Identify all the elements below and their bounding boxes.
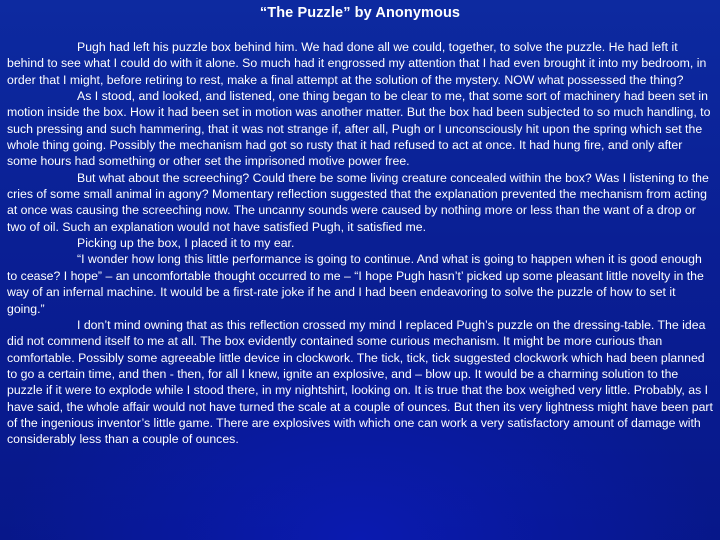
paragraph-2: As I stood, and looked, and listened, one thing began to be clear to me, that some sort of machinery had been set in motion inside the box. How it had been set in motion was another matter. But the box had been subjected to so much handling, to such pressing and such hammering, that it was not strange if, after all, Pugh or I unconsciously hit upon the spring which set the whole thing going. Possibly the mechanism had got so rusty that it had refused to act at once. It had hung fire, and only after some hours had something or other set the imprisoned motive power free. [7,89,711,169]
paragraph-6: I don’t mind owning that as this reflection crossed my mind I replaced Pugh’s puzzle on the dressing-table. The idea did not commend itself to me at all. The box evidently contained some curious mechanism. It might be more curious than comfortable. Possibly some agreeable little device in clockwork. The tick, tick, tick suggested clockwork which had been planned to go a certain time, and then - then, for all I knew, ignite an explosive, and – blow up. It would be a charming solution to the puzzle if it were to explode while I stood there, in my nightshirt, looking on. It is true that the box weighed very little. Probably, as I have said, the whole affair would not have turned the scale at a couple of ounces. But then its very lightness might have been part of the ingenious inventor’s little game. There are explosives with which one can work a very satisfactory amount of damage with considerably less than a couple of ounces. [7,317,713,447]
paragraph-5: “I wonder how long this little performance is going to continue. And what is going to happen when it is good enough to cease? I hope” – an uncomfortable thought occurred to me – “I hope Pugh hasn’t’ picked up some pleasant little novelty in the way of an infernal machine. It would be a first-rate joke if he and I had been endeavoring to solve the puzzle of how to set it going.” [7,252,704,316]
paragraph-3: But what about the screeching? Could there be some living creature concealed within the box? Was I listening to the cries of some small animal in agony? Momentary reflection suggested that the explanation prevented the mechanism from acting at once was causing the screeching now. The uncanny sounds were caused by nothing more or less than the want of a drop or two of oil. Such an explanation would not have satisfied Pugh, it satisfied me. [7,170,709,234]
document-title: “The Puzzle” by Anonymous [259,5,461,21]
paragraph-1: Pugh had left his puzzle box behind him. We had done all we could, together, to solve the puzzle. He had left it behind to see what I could do with it alone. So much had it engrossed my attention that I had even brought it into my bedroom, in order that I might, before retiring to rest, make a final attempt at the solution of the mystery. NOW what possessed the thing? [7,40,707,87]
paragraph-4: Picking up the box, I placed it to my ear. [77,236,295,251]
story-body [7,39,713,448]
